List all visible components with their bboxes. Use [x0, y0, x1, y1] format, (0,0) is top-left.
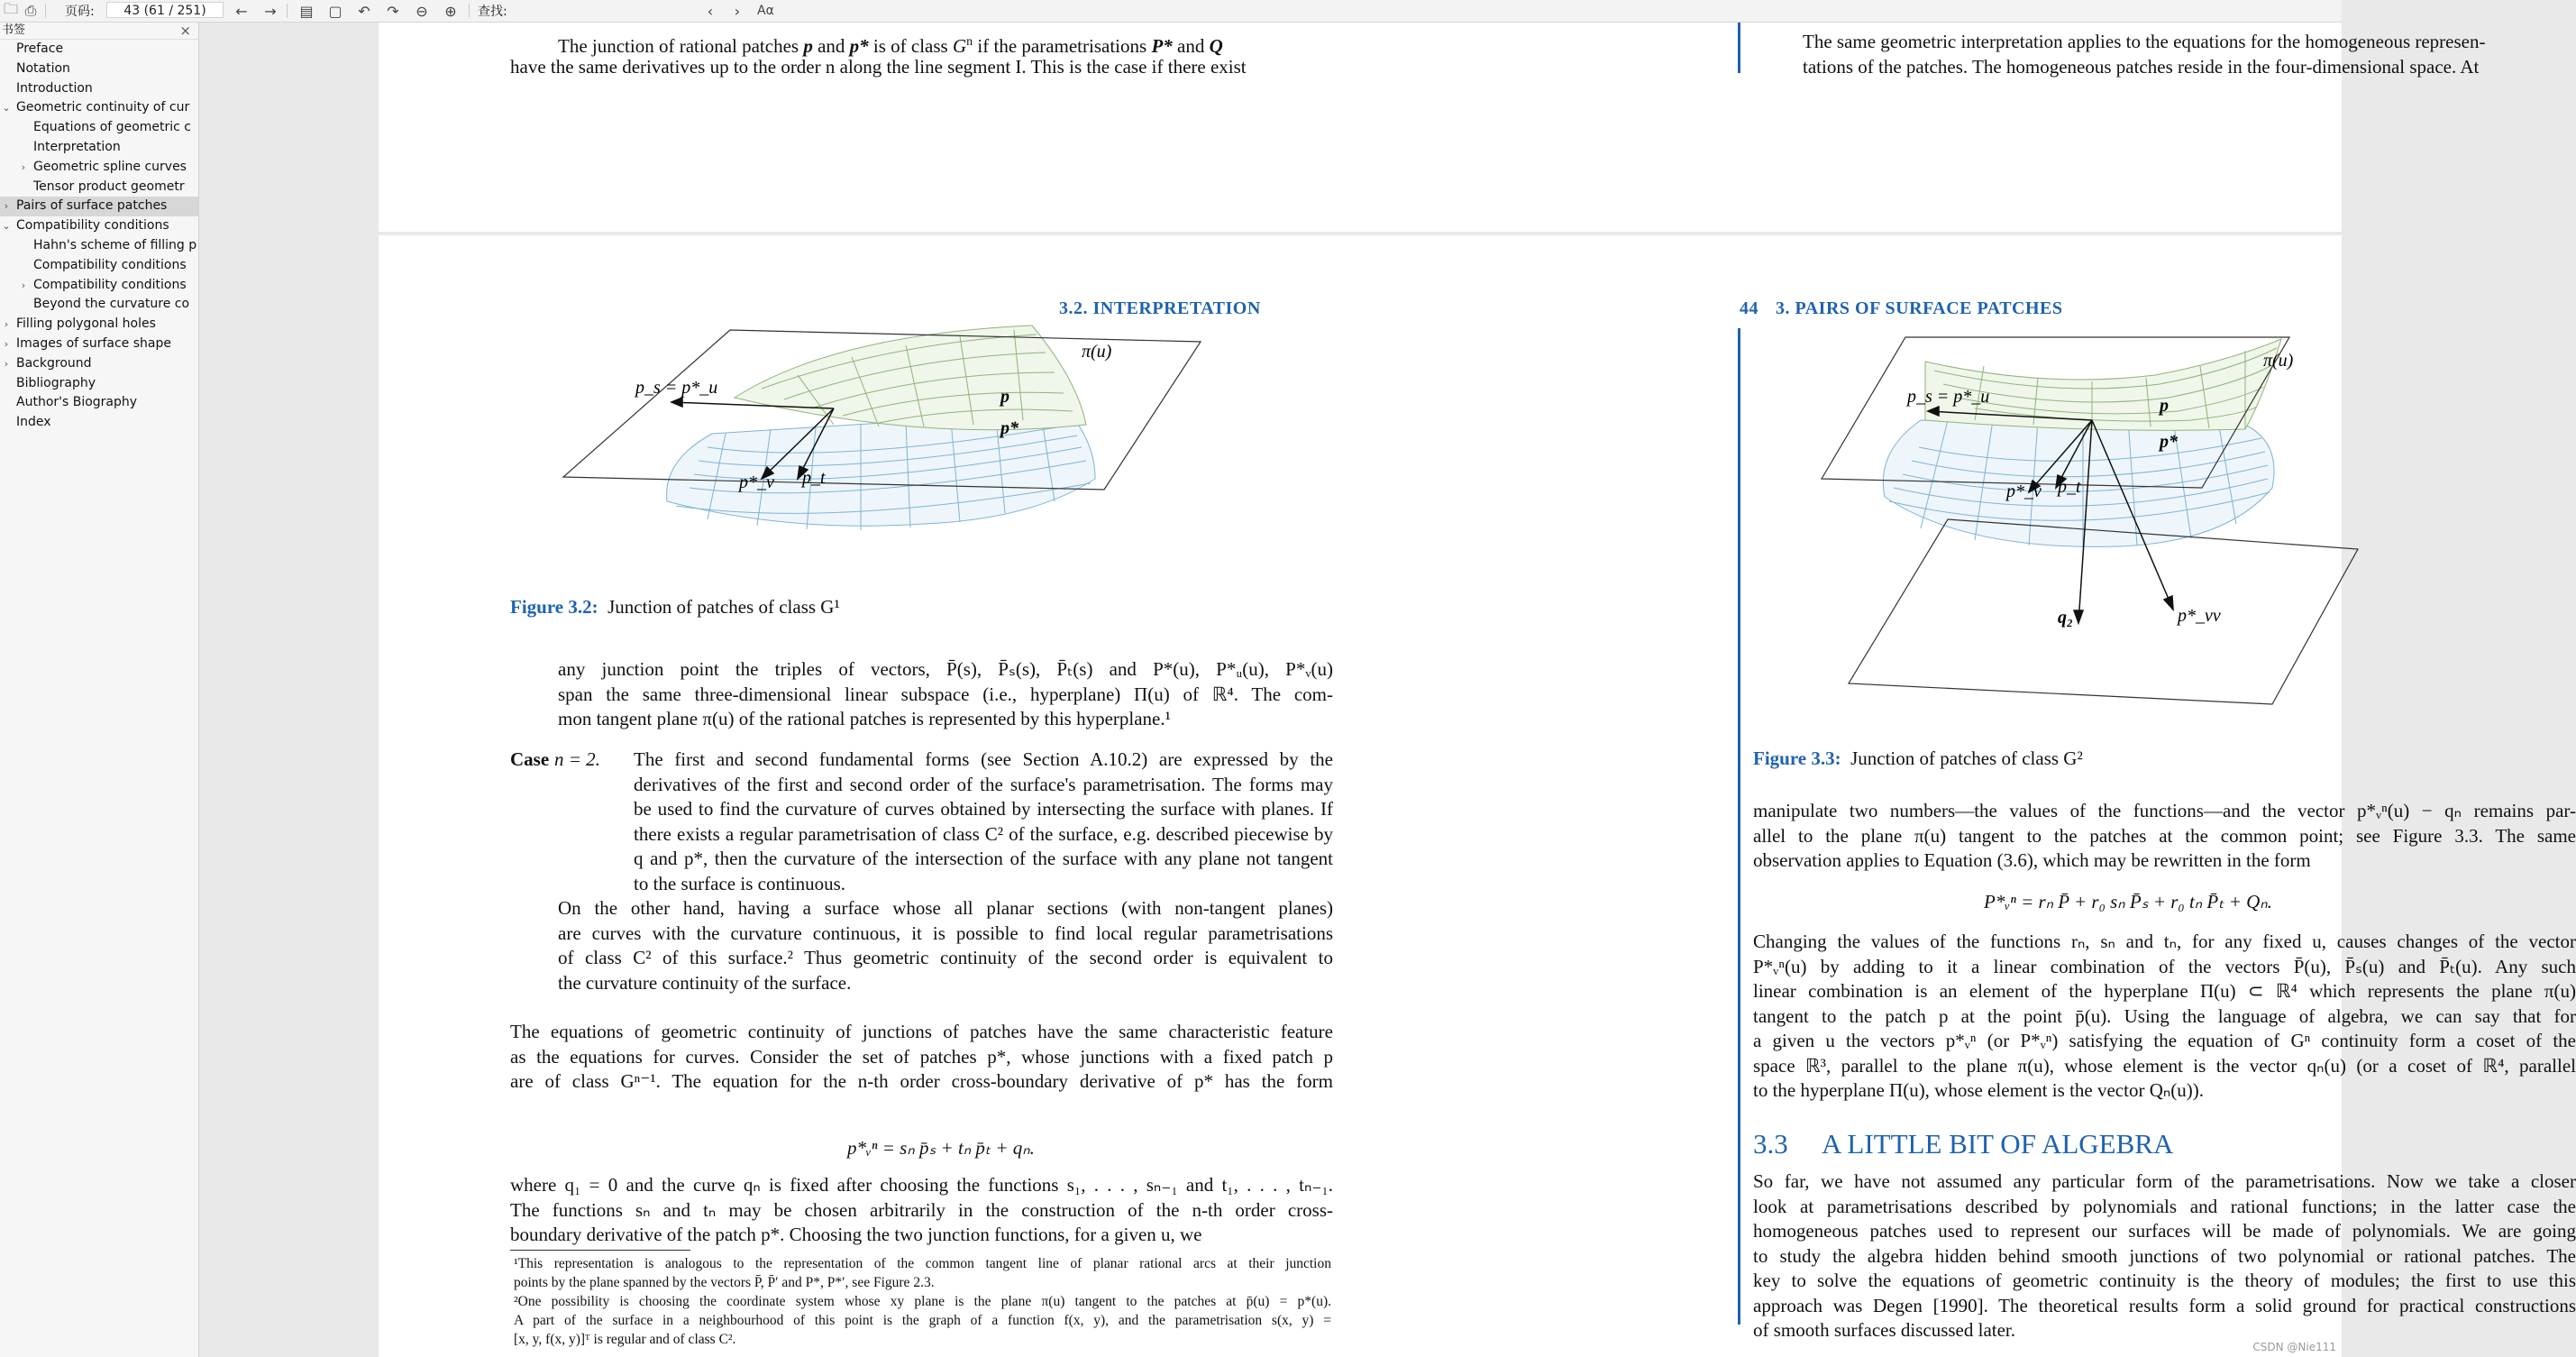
bookmark-label: Geometric spline curves: [33, 159, 187, 174]
text-line: Changing the values of the functions rₙ, sₙ and tₙ, for any fixed u, causes changes of the vector: [1753, 931, 2576, 952]
plane-label: π(u): [1082, 342, 1112, 362]
page-label: 页码:: [65, 5, 95, 19]
bookmark-item[interactable]: [0, 138, 198, 158]
text-line: as the equations for curves. Consider the set of patches p*, whose junctions with a fixed patch p: [510, 1045, 1333, 1068]
text-line: mon tangent plane π(u) of the rational patches is represented by this hyperplane.¹: [558, 708, 1171, 729]
bookmark-label: Index: [16, 415, 51, 430]
bookmark-label: Interpretation: [33, 139, 121, 154]
p-label: p: [2160, 396, 2169, 416]
text-line: ²One possibility is choosing the coordinate system whose xy plane is the plane π(u) tangent to the patches at p̄(u) = p*(u).: [514, 1294, 1331, 1309]
text-line: to study the algebra hidden behind smooth junctions of two polynomial or rational patches. The: [1753, 1244, 2576, 1267]
bookmark-item[interactable]: [0, 40, 198, 60]
text-line: A part of the surface in a neighbourhood of this point is the graph of a function f(x, y), and the parametrisation s(x, y) =: [514, 1313, 1331, 1328]
pstar-label: p*: [1000, 418, 1019, 438]
surface-green: [735, 325, 1086, 430]
bookmark-label: Author's Biography: [16, 395, 138, 410]
pt-label: p_t: [2058, 477, 2081, 497]
text-line: there exists a regular parametrisation of class C² of the surface, e.g. described piecewise by: [634, 822, 1333, 845]
bookmark-item[interactable]: [0, 413, 198, 433]
pv-label: p*_v: [739, 472, 774, 492]
text-line: homogeneous patches used to represent our surfaces will be made of polynomials. We are going: [1753, 1220, 2576, 1242]
text-line: span the same three-dimensional linear subspace (i.e., hyperplane) Π(u) of ℝ⁴. The com-: [558, 683, 1333, 705]
p-label: p: [1000, 387, 1009, 407]
bookmark-label: Preface: [16, 41, 64, 56]
text-line: derivatives of the first and second order of the surface's parametrisation. The forms may: [634, 773, 1333, 795]
text-line: space ℝ³, parallel to the plane π(u), whose element is the vector qₙ(u) (or a coset of ℝ⁴, parallel: [1753, 1054, 2576, 1077]
bookmark-label: Compatibility conditions: [16, 218, 169, 234]
text-line: tations of the patches. The homogeneous patches reside in the four-dimensional space. At: [1803, 56, 2480, 78]
document-viewport[interactable]: [199, 23, 2576, 1357]
sidebar-title: 书签: [2, 23, 26, 37]
chevron-down-icon[interactable]: ⌄: [2, 220, 11, 233]
text-line: of class C² of this surface.² Thus geometric continuity of the second order is equivalent to: [558, 947, 1333, 968]
text-line: of smooth surfaces discussed later.: [1753, 1319, 2016, 1341]
plane-label: π(u): [2263, 351, 2294, 371]
text-line: any junction point the triples of vectors, P̄(s), P̄ₛ(s), P̄ₜ(s) and P*(u), P*ᵤ(u), P*ᵥ(u): [558, 658, 1333, 680]
margin-rule: [1738, 328, 1740, 1325]
find-next-icon[interactable]: ›: [734, 2, 741, 20]
text-line: The junction of rational patches p and p* is of class $G^n$ if the parametrisations P* and Q: [558, 35, 1223, 57]
page-number: 44: [1740, 298, 1758, 318]
q2-label: q₂: [2058, 608, 2073, 628]
single-page-icon[interactable]: ▢: [328, 2, 343, 20]
bookmark-label: Introduction: [16, 80, 93, 96]
forward-icon[interactable]: →: [264, 2, 277, 20]
text-line: linear combination is an element of the hyperplane Π(u) ⊂ ℝ⁴ which represents the plane π(u): [1753, 980, 2576, 1002]
page-44: [1389, 235, 2576, 1357]
case-label: Case: [510, 748, 550, 770]
bookmark-label: Tensor product geometr: [33, 179, 185, 194]
bookmark-item[interactable]: [0, 197, 198, 216]
page-43-fragment: [1389, 23, 2486, 232]
bookmark-item[interactable]: [0, 354, 198, 374]
text-line: a given u the vectors p*ᵥⁿ (or P*ᵥⁿ) satisfying the equation of Gⁿ continuity form a coset of the: [1753, 1030, 2576, 1051]
surface-green: [1925, 339, 2281, 430]
zoom-out-icon[interactable]: ⊖: [416, 2, 428, 20]
section-title: A LITTLE BIT OF ALGEBRA: [1822, 1128, 2174, 1160]
text-line: [x, y, f(x, y)]ᵀ is regular and of class C².: [514, 1332, 736, 1347]
text-line: boundary derivative of the patch p*. Choosing the two junction functions, for a given u, we: [510, 1224, 1202, 1245]
bookmark-item[interactable]: [0, 295, 198, 315]
bookmark-item[interactable]: [0, 98, 198, 118]
text-line: The same geometric interpretation applies to the equations for the homogeneous represen-: [1803, 31, 2486, 52]
bookmark-label: Compatibility conditions: [33, 257, 187, 272]
text-line: P*ᵥⁿ(u) by adding to it a linear combination of the vectors P̄(u), P̄ₛ(u) and P̄ₜ(u). Any such: [1753, 955, 2576, 977]
text-line: key to solve the equations of geometric continuity is the theory of modules; the first to use this: [1753, 1270, 2576, 1291]
running-head: 3. PAIRS OF SURFACE PATCHES: [1776, 298, 2063, 318]
figure-3-3: [1822, 335, 2326, 713]
page-43: [379, 235, 1563, 1357]
bookmark-item[interactable]: [0, 158, 198, 178]
chevron-down-icon[interactable]: ⌄: [2, 102, 11, 115]
bookmark-label: Beyond the curvature co: [33, 297, 190, 312]
chevron-right-icon[interactable]: ›: [4, 200, 9, 213]
text-line: q and p*, then the curvature of the intersection of the surface with any plane not tangent: [634, 848, 1333, 869]
text-line: points by the plane spanned by the vectors P̄, P̄′ and P*, P*′, see Figure 2.3.: [514, 1275, 935, 1290]
equation: p*ᵥⁿ = sₙ p̄ₛ + tₙ p̄ₜ + qₙ.: [847, 1137, 1035, 1159]
bookmark-item[interactable]: [0, 60, 198, 79]
text-line: tangent to the patch p at the point p̄(u). Using the language of algebra, we can say that for: [1753, 1004, 2576, 1027]
text-line: approach was Degen [1990]. The theoretical results form a solid ground for practical constructions: [1753, 1294, 2576, 1316]
match-case-button[interactable]: Aα: [757, 4, 774, 18]
bookmark-label: Images of surface shape: [16, 335, 171, 351]
page-42-fragment: [379, 23, 1563, 232]
ps-label: p_s = p*_u: [1907, 387, 1990, 407]
text-line: The functions sₙ and tₙ may be chosen arbitrarily in the construction of the n-th order cross-: [510, 1198, 1333, 1221]
text-line: have the same derivatives up to the order n along the line segment I. This is the case if there exist: [510, 56, 1247, 78]
pvv-label: p*_vv: [2178, 606, 2221, 626]
text-line: where q₁ = 0 and the curve qₙ is fixed after choosing the functions s₁, . . . , sₙ₋₁ and t₁, . . . , tₙ₋₁.: [510, 1174, 1333, 1196]
watermark: CSDN @Nie111: [2252, 1341, 2336, 1353]
bookmark-item[interactable]: [0, 315, 198, 335]
toolbar: [0, 0, 2342, 23]
rotate-right-icon[interactable]: ↷: [387, 2, 399, 20]
text-line: On the other hand, having a surface whose all planar sections (with non-tangent planes): [558, 897, 1333, 919]
find-previous-icon[interactable]: ‹: [707, 2, 714, 20]
equation: P*ᵥⁿ = rₙ P̄ + r₀ sₙ P̄ₛ + r₀ tₙ P̄ₜ + Qₙ.: [1984, 891, 2272, 912]
bookmark-item[interactable]: [0, 236, 198, 256]
rotate-left-icon[interactable]: ↶: [358, 2, 370, 20]
pv-label: p*_v: [2006, 481, 2042, 501]
running-head: 3.2. INTERPRETATION: [1059, 298, 1261, 318]
chevron-right-icon[interactable]: ›: [4, 318, 9, 331]
text-line: to the hyperplane Π(u), whose element is the vector Qₙ(u)).: [1753, 1079, 2204, 1101]
chevron-right-icon[interactable]: ›: [4, 337, 9, 350]
chevron-right-icon[interactable]: ›: [21, 279, 26, 291]
bookmark-item[interactable]: [0, 374, 198, 394]
find-label: 查找:: [478, 5, 507, 19]
figure-3-2: [563, 325, 1212, 533]
bookmark-label: Compatibility conditions: [33, 277, 187, 292]
bookmarks-sidebar: [0, 23, 199, 1357]
text-line: to the surface is continuous.: [634, 872, 846, 894]
text-line: manipulate two numbers—the values of the functions—and the vector p*ᵥⁿ(u) − qₙ remains par-: [1753, 800, 2576, 821]
figure-caption: Figure 3.3: Junction of patches of class G²: [1753, 747, 2083, 769]
bookmark-item[interactable]: [0, 178, 198, 197]
bookmark-label: Notation: [16, 60, 70, 76]
bookmark-label: Pairs of surface patches: [16, 198, 168, 214]
bookmark-label: Background: [16, 355, 92, 371]
text-line: look at parametrisations described by polynomials and rational functions; in the latter case the: [1753, 1195, 2576, 1217]
bookmark-label: Filling polygonal holes: [16, 316, 156, 332]
text-line: are of class Gⁿ⁻¹. The equation for the n-th order cross-boundary derivative of p* has the form: [510, 1070, 1333, 1092]
pt-label: p_t: [802, 468, 826, 488]
bookmark-item[interactable]: [0, 335, 198, 354]
bookmark-list: [0, 40, 198, 433]
two-page-icon[interactable]: ▤: [299, 2, 314, 20]
footnote-rule: [510, 1250, 690, 1251]
zoom-in-icon[interactable]: ⊕: [444, 2, 457, 20]
bookmark-item[interactable]: [0, 118, 198, 138]
bookmark-item[interactable]: [0, 216, 198, 236]
margin-rule: [1738, 23, 1740, 73]
text-line: are curves with the curvature continuous, it is possible to find local regular parametrisations: [558, 921, 1333, 944]
case-condition: n = 2.: [554, 748, 600, 770]
print-icon[interactable]: ⎙: [24, 2, 37, 19]
text-line: the curvature continuity of the surface.: [558, 971, 852, 994]
find-input[interactable]: [512, 2, 692, 18]
close-icon[interactable]: ×: [179, 23, 191, 39]
text-line: observation applies to Equation (3.6), which may be rewritten in the form: [1753, 849, 2311, 871]
chevron-right-icon[interactable]: ›: [4, 357, 9, 370]
bookmark-label: Hahn's scheme of filling p: [33, 237, 197, 252]
bookmark-label: Geometric continuity of cur: [16, 100, 190, 115]
figure-caption: Figure 3.2: Junction of patches of class G¹: [510, 596, 840, 618]
pstar-label: p*: [2160, 432, 2178, 452]
text-line: allel to the plane π(u) tangent to the patches at the common point; see Figure 3.3. The same: [1753, 824, 2576, 847]
chevron-right-icon[interactable]: ›: [21, 160, 26, 173]
open-file-icon[interactable]: 🗀: [3, 0, 18, 17]
text-line: So far, we have not assumed any particular form of the parametrisations. Now we take a closer: [1753, 1170, 2576, 1192]
text-line: be used to find the curvature of curves obtained by intersecting the surface with planes. If: [634, 798, 1333, 820]
bookmark-item[interactable]: [0, 79, 198, 99]
bookmark-item[interactable]: [0, 256, 198, 276]
back-icon[interactable]: ←: [235, 2, 248, 20]
section-number: 3.3: [1753, 1128, 1788, 1160]
bookmark-item[interactable]: [0, 393, 198, 413]
text-line: The equations of geometric continuity of junctions of patches have the same characteristic feature: [510, 1021, 1333, 1042]
sidebar-header: [0, 23, 198, 40]
bookmark-label: Equations of geometric c: [33, 120, 191, 135]
bookmark-label: Bibliography: [16, 375, 96, 390]
page-number-input[interactable]: 43 (61 / 251): [106, 2, 224, 18]
text-line: The first and second fundamental forms (see Section A.10.2) are expressed by the: [634, 748, 1333, 770]
text-line: ¹This representation is analogous to the representation of the common tangent line of planar rational arcs at their junction: [514, 1256, 1331, 1271]
ps-label: p_s = p*_u: [635, 378, 718, 398]
bookmark-item[interactable]: [0, 276, 198, 296]
